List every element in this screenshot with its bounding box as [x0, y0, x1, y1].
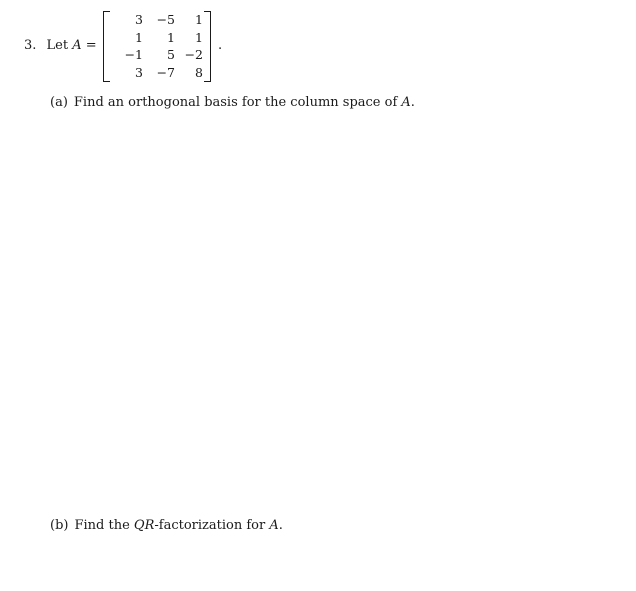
matrix-cell: 8	[195, 64, 203, 80]
right-bracket	[204, 11, 211, 82]
matrix-cell: −5	[156, 12, 175, 27]
matrix-A	[103, 11, 211, 82]
matrix-cell: 3	[135, 12, 143, 27]
matrix-cell: 5	[167, 47, 175, 62]
part-b-text-pre: Find the	[74, 518, 130, 533]
matrix-entries	[113, 11, 207, 81]
matrix-cell: 1	[167, 29, 175, 45]
part-b-end: .	[278, 518, 283, 533]
left-bracket	[103, 11, 110, 82]
equals-sign: =	[85, 38, 97, 53]
matrix-cell: 1	[195, 12, 203, 27]
part-b-text-post: -factorization for	[154, 518, 266, 533]
problem-statement	[24, 38, 97, 53]
part-b-qr: QR	[133, 518, 155, 533]
part-b-tag: (b)	[50, 518, 69, 533]
matrix-variable: A	[72, 38, 82, 53]
part-a-text: Find an orthogonal basis for the column space of	[73, 95, 398, 110]
part-a-end: .	[410, 95, 415, 110]
part-a-variable: A	[401, 95, 411, 110]
matrix-cell: −7	[156, 64, 175, 80]
problem-number: 3.	[24, 38, 37, 53]
part-a-tag: (a)	[50, 95, 68, 110]
matrix-cell: 3	[135, 64, 143, 80]
matrix-cell: −1	[124, 47, 143, 62]
part-a-question	[50, 95, 415, 110]
part-b-variable: A	[269, 518, 279, 533]
matrix-cell: −2	[184, 47, 203, 62]
matrix-cell: 1	[195, 29, 203, 45]
matrix-end-period: .	[218, 38, 223, 53]
part-b-question	[50, 518, 283, 533]
problem-intro: Let	[46, 38, 69, 53]
matrix-cell: 1	[135, 29, 143, 45]
